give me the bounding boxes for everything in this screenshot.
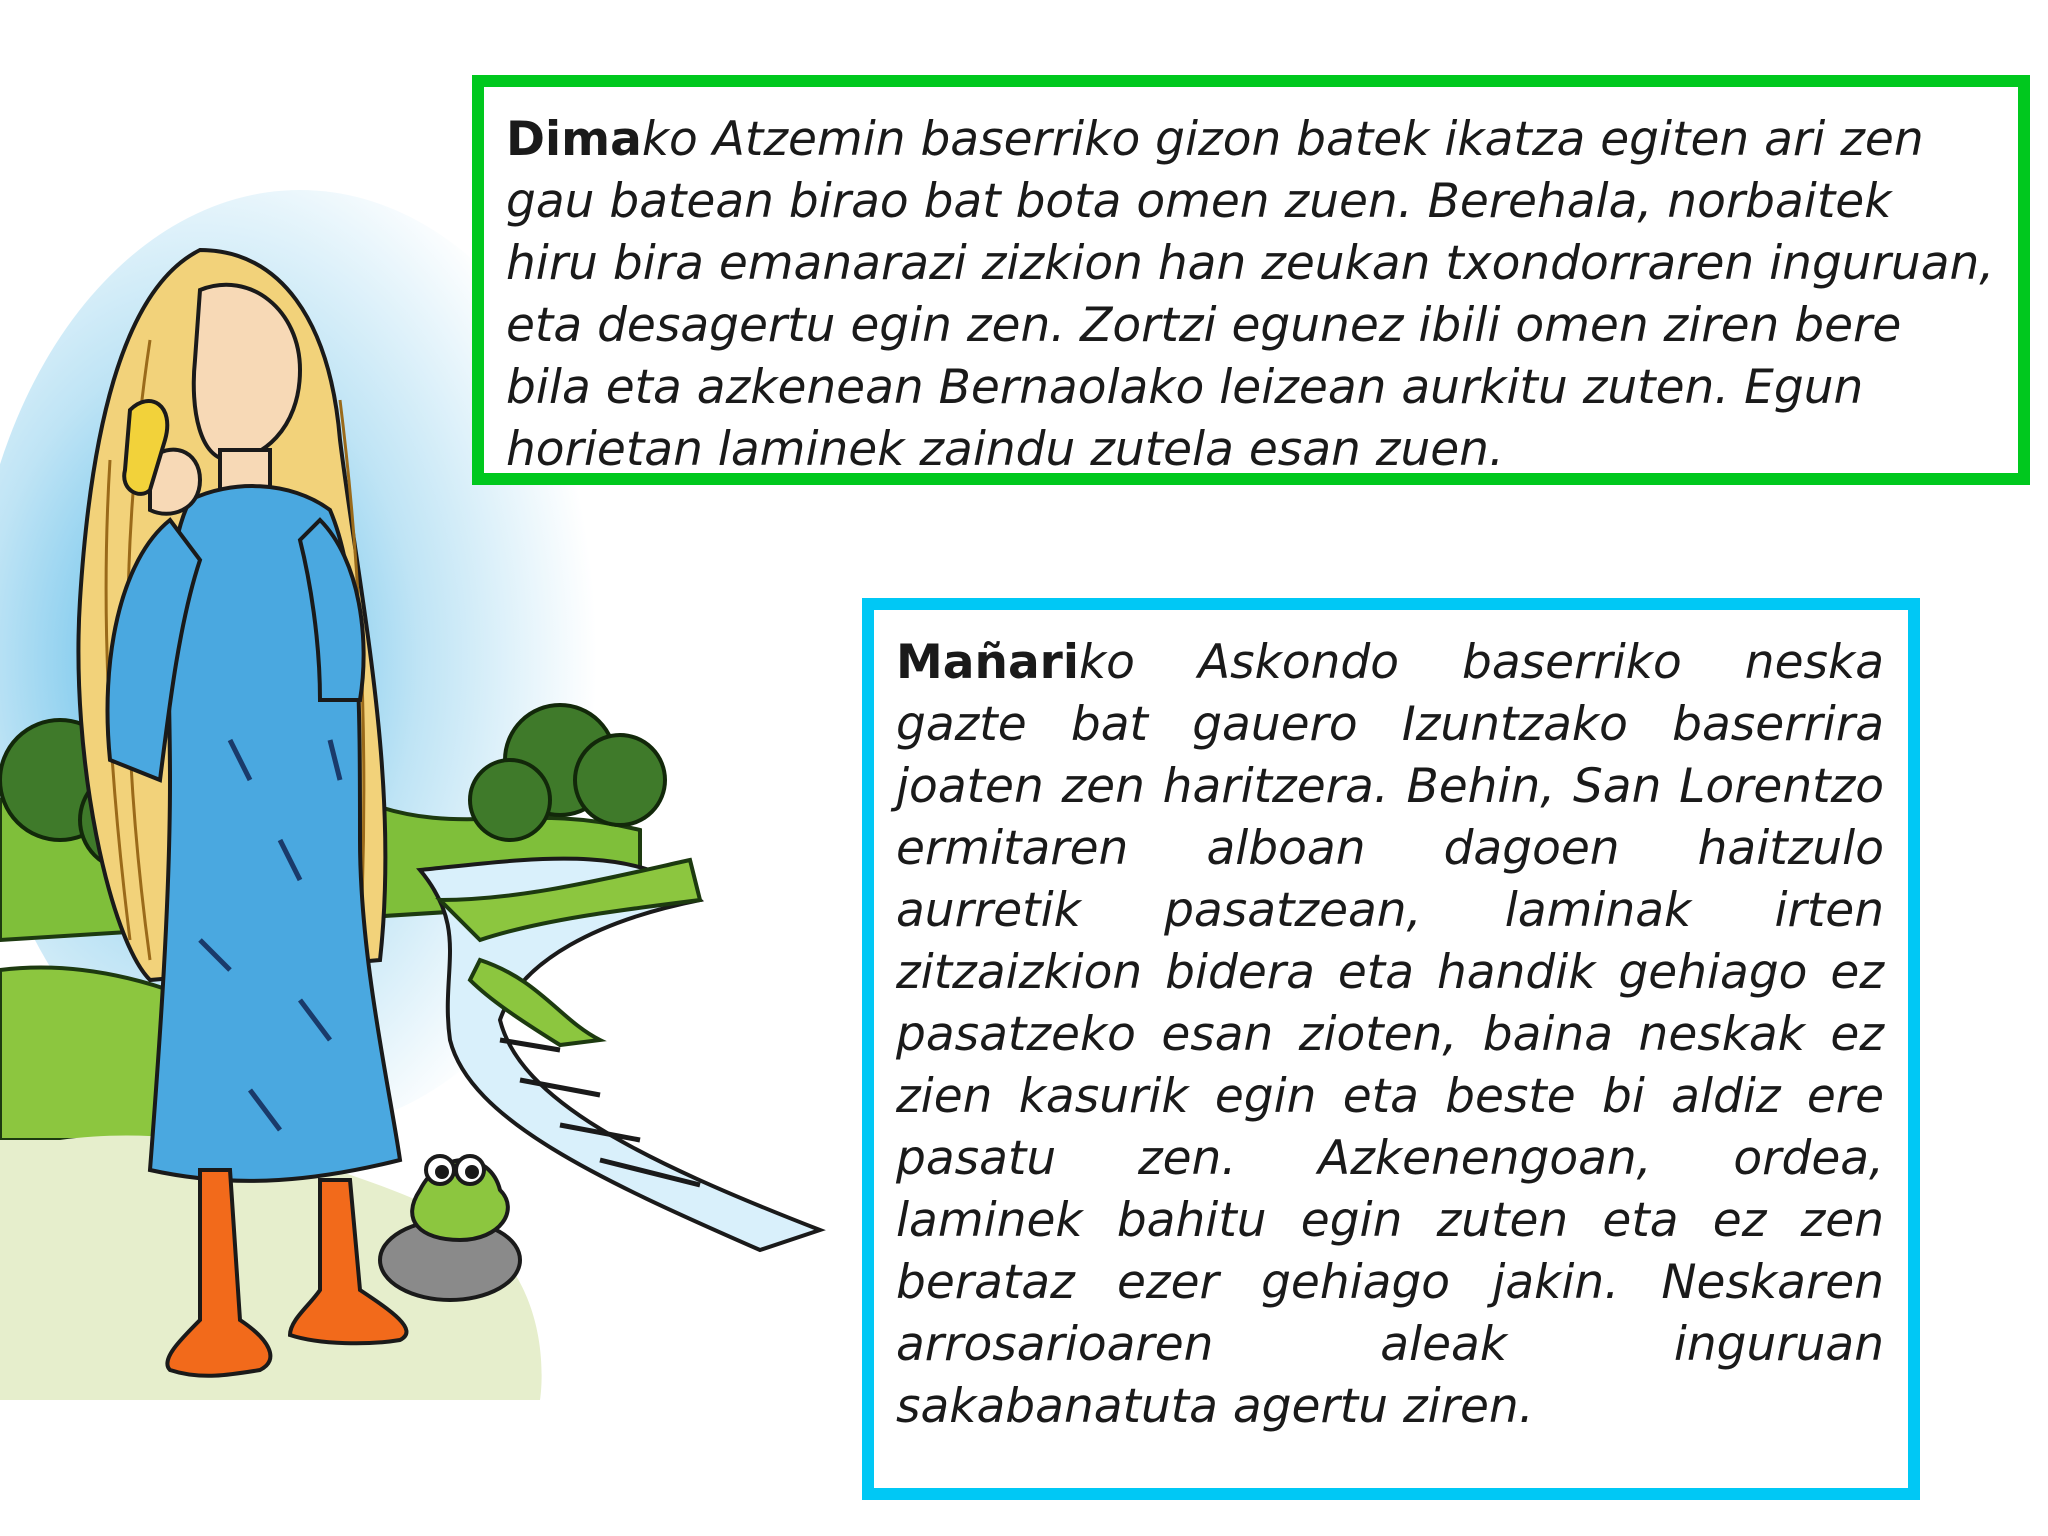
story-box-manari (862, 598, 1920, 1500)
story-place-dima: Dima (506, 112, 642, 167)
story-place-manari: Mañari (896, 635, 1079, 690)
frog-icon (412, 1156, 508, 1240)
story-box-dima (472, 75, 2030, 485)
story-text-manari: ko Askondo baserriko neska gazte bat gauero Izuntzako baserrira joaten zen haritzera. Behin, San Lorentzo ermitaren alboan dagoen haitzulo aurretik pasatzean, laminak irten zitzaizkion bidera eta handik gehiago ez pasatzeko esan zioten, baina neskak ez zien kasurik egin eta beste bi aldiz ere pasatu zen. Azkenengoan, ordea, laminek bahitu egin zuten eta ez zen berataz ezer gehiago jakin. Neskaren arrosarioaren aleak inguruan sakabanatuta agertu ziren. (896, 635, 1884, 1434)
story-text-dima: ko Atzemin baserriko gizon batek ikatza egiten ari zen gau batean birao bat bota omen zuen. Berehala, norbaitek hiru bira emanarazi zizkion han zeukan txondorraren inguruan, eta desagertu egin zen. Zortzi egunez ibili omen ziren bere bila eta azkenean Bernaolako leizean aurkitu zuten. Egun horietan laminek zaindu zutela esan zuen. (506, 112, 1995, 477)
